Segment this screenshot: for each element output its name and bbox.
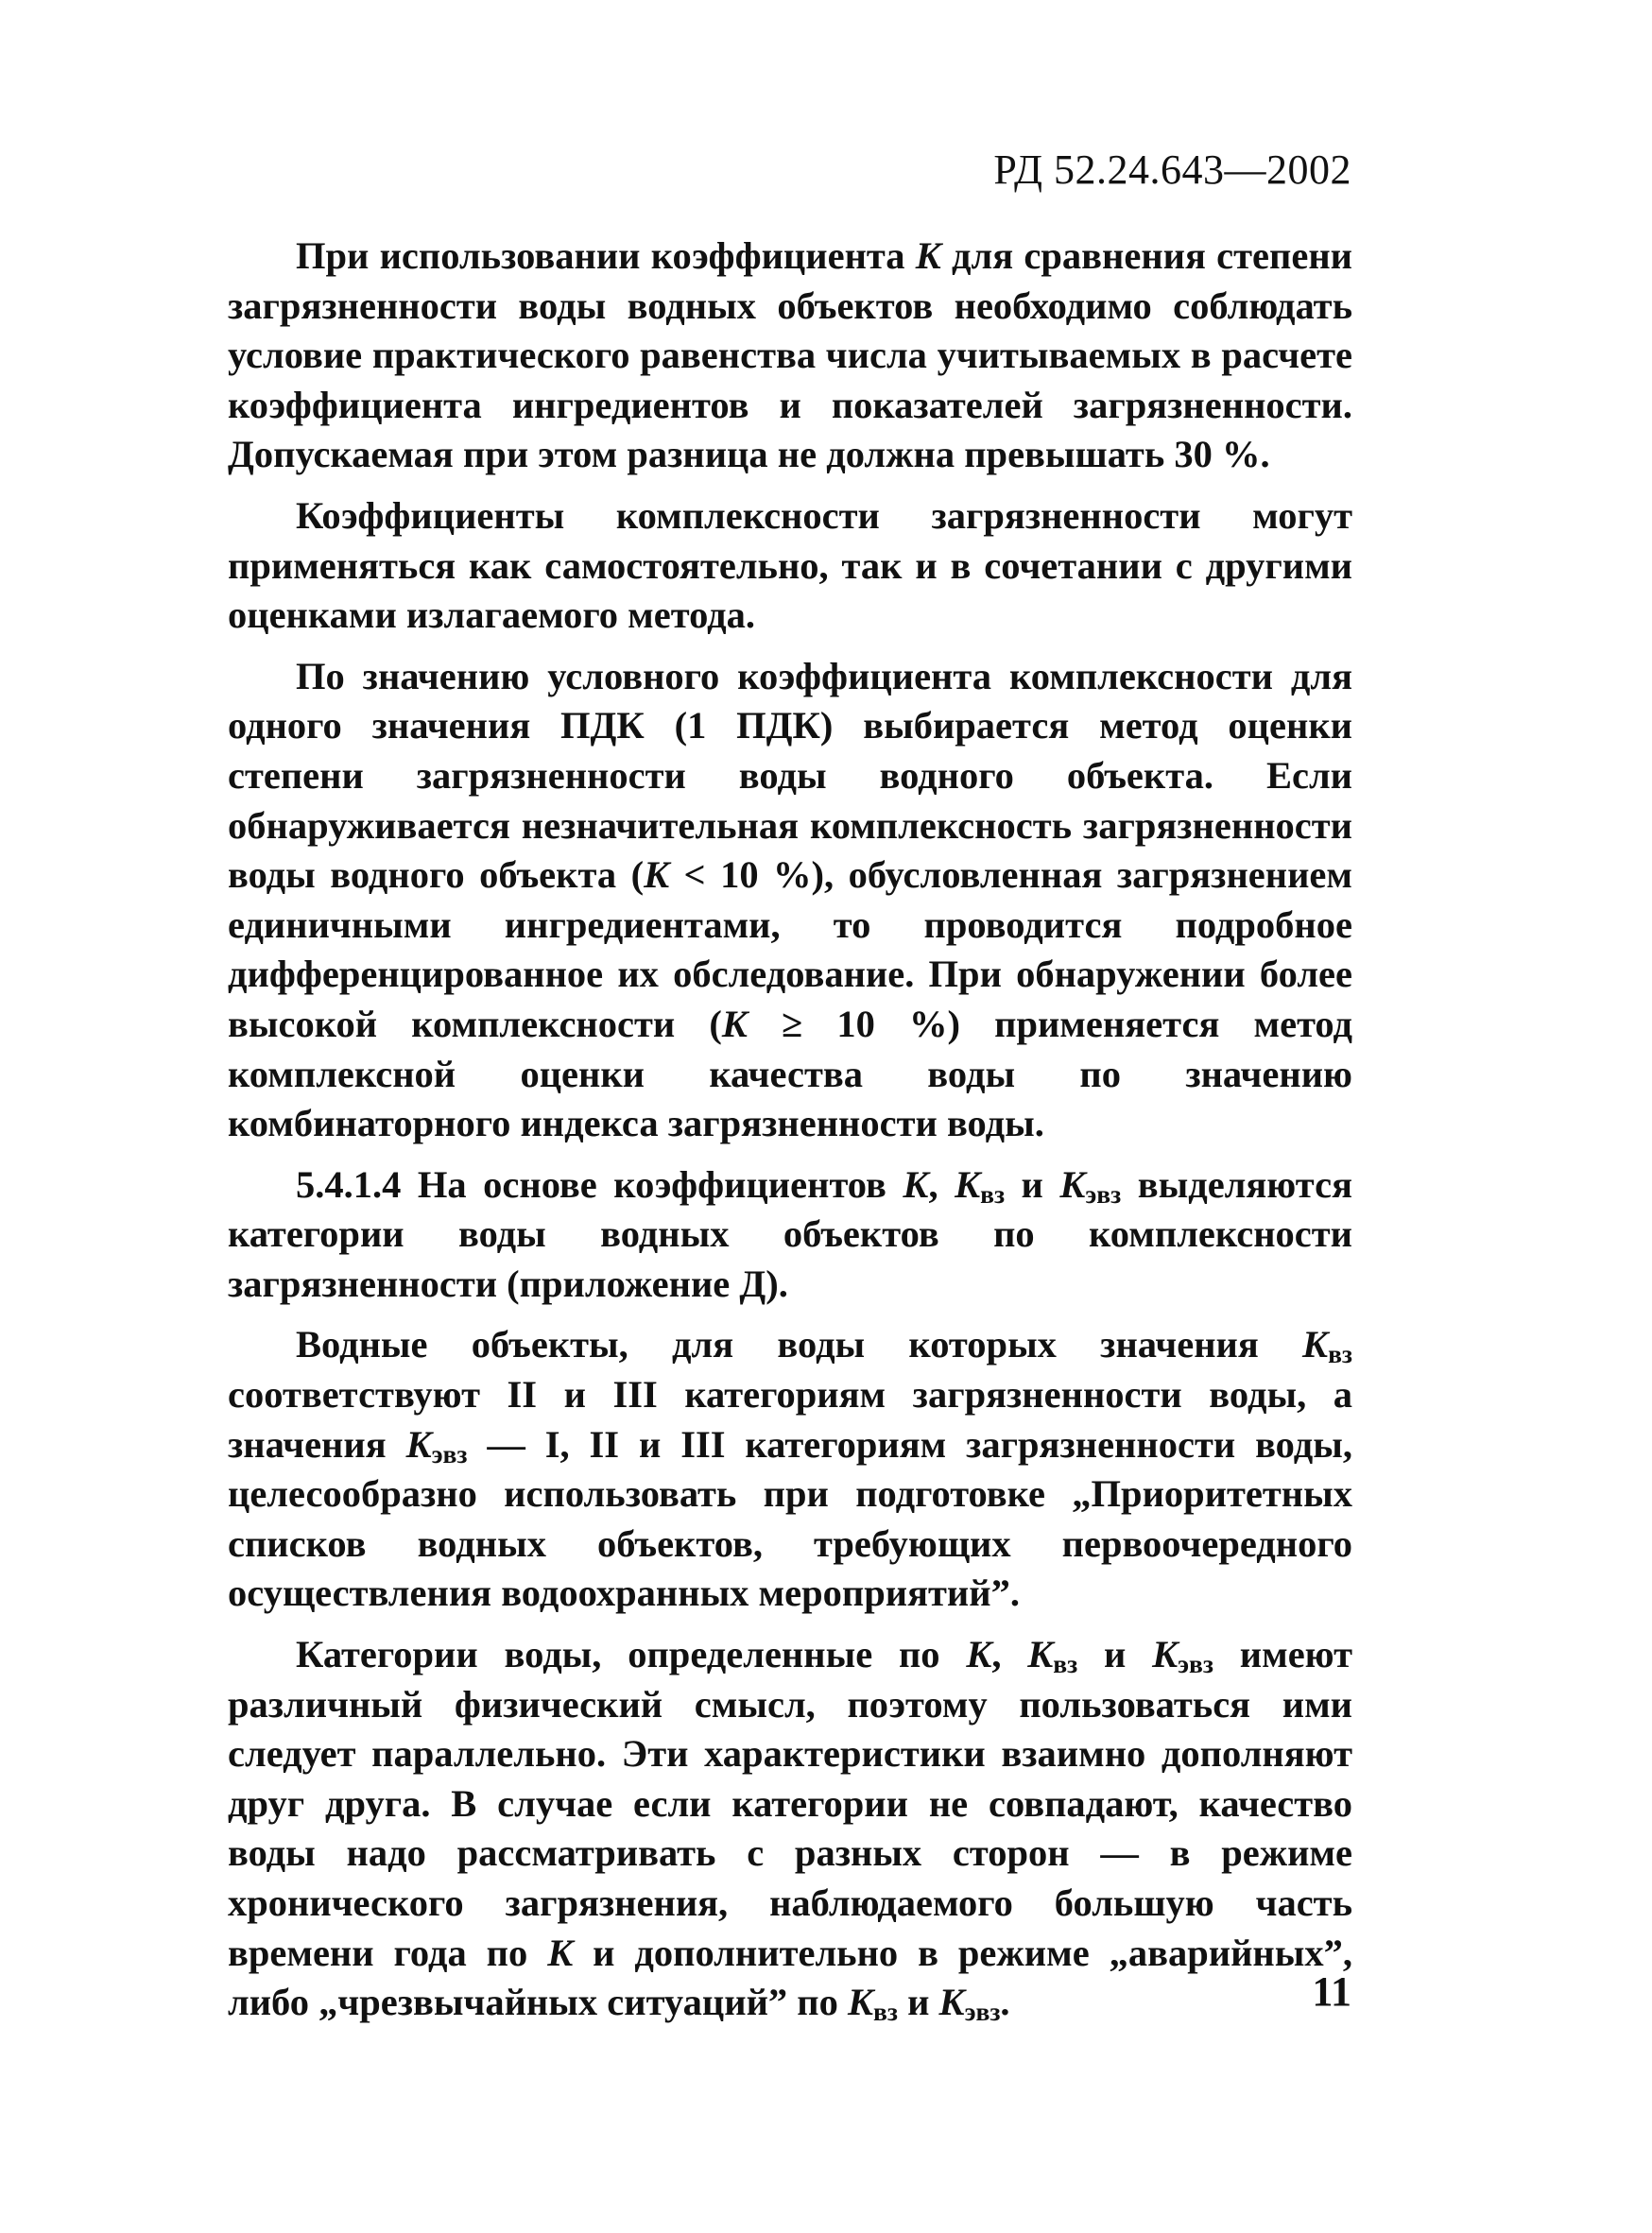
paragraph-2: Коэффициенты комплексности загрязненности могут применяться как самостоятельно, так и в сочетании с другими оценками излагаемого метода. xyxy=(228,493,1352,637)
paragraph-6: Категории воды, определенные по K, $K_{вз}$ и $K_{эвз}$ имеют различный физический смысл, поэтому пользоваться ими следует параллельно. Эти характеристики взаимно дополняют друг друга. В случае если категории не совпадают, качество воды надо рассматривать с разных сторон — в режиме хронического загрязнения, наблюдаемого большую часть времени года по K и дополнительно в режиме „аварийных”, либо „чрезвычайных ситуаций” по $K_{вз}$ и $K_{эвз}$. xyxy=(228,1633,1352,2027)
page-number: 11 xyxy=(1312,1968,1351,2015)
paragraph-1: При использовании коэффициента K для сравнения степени загрязненности воды водных объектов необходимо соблюдать условие практического равенства числа учитываемых в расчете коэффициента ингредиентов и показателей загрязненности. Допускаемая при этом разница не должна превышать 30 %. xyxy=(228,234,1352,476)
paragraph-5: Водные объекты, для воды которых значения $K_{вз}$ соответствуют II и III категориям загрязненности воды, а значения $K_{эвз}$ — I, II и III категориям загрязненности воды, целесообразно использовать при подготовке „Приоритетных списков водных объектов, требующих первоочередного осуществления водоохранных мероприятий”. xyxy=(228,1323,1352,1615)
paragraph-3: По значению условного коэффициента комплексности для одного значения ПДК (1 ПДК) выбирается метод оценки степени загрязненности воды водного объекта. Если обнаруживается незначительная комплексность загрязненности воды водного объекта (K < 10 %), обусловленная загрязнением единичными ингредиентами, то проводится подробное дифференцированное их обследование. При обнаружении более высокой комплексности (K ≥ 10 %) применяется метод комплексной оценки качества воды по значению комбинаторного индекса загрязненности воды. xyxy=(228,654,1352,1145)
paragraph-4-section-5-4-1-4: 5.4.1.4 На основе коэффициентов K, $K_{вз}$ и $K_{эвз}$ выделяются категории воды водных объектов по комплексности загрязненности (приложение Д). xyxy=(228,1162,1352,1305)
body-text xyxy=(228,232,1352,2028)
document-code-header: РД 52.24.643—2002 xyxy=(993,146,1351,193)
